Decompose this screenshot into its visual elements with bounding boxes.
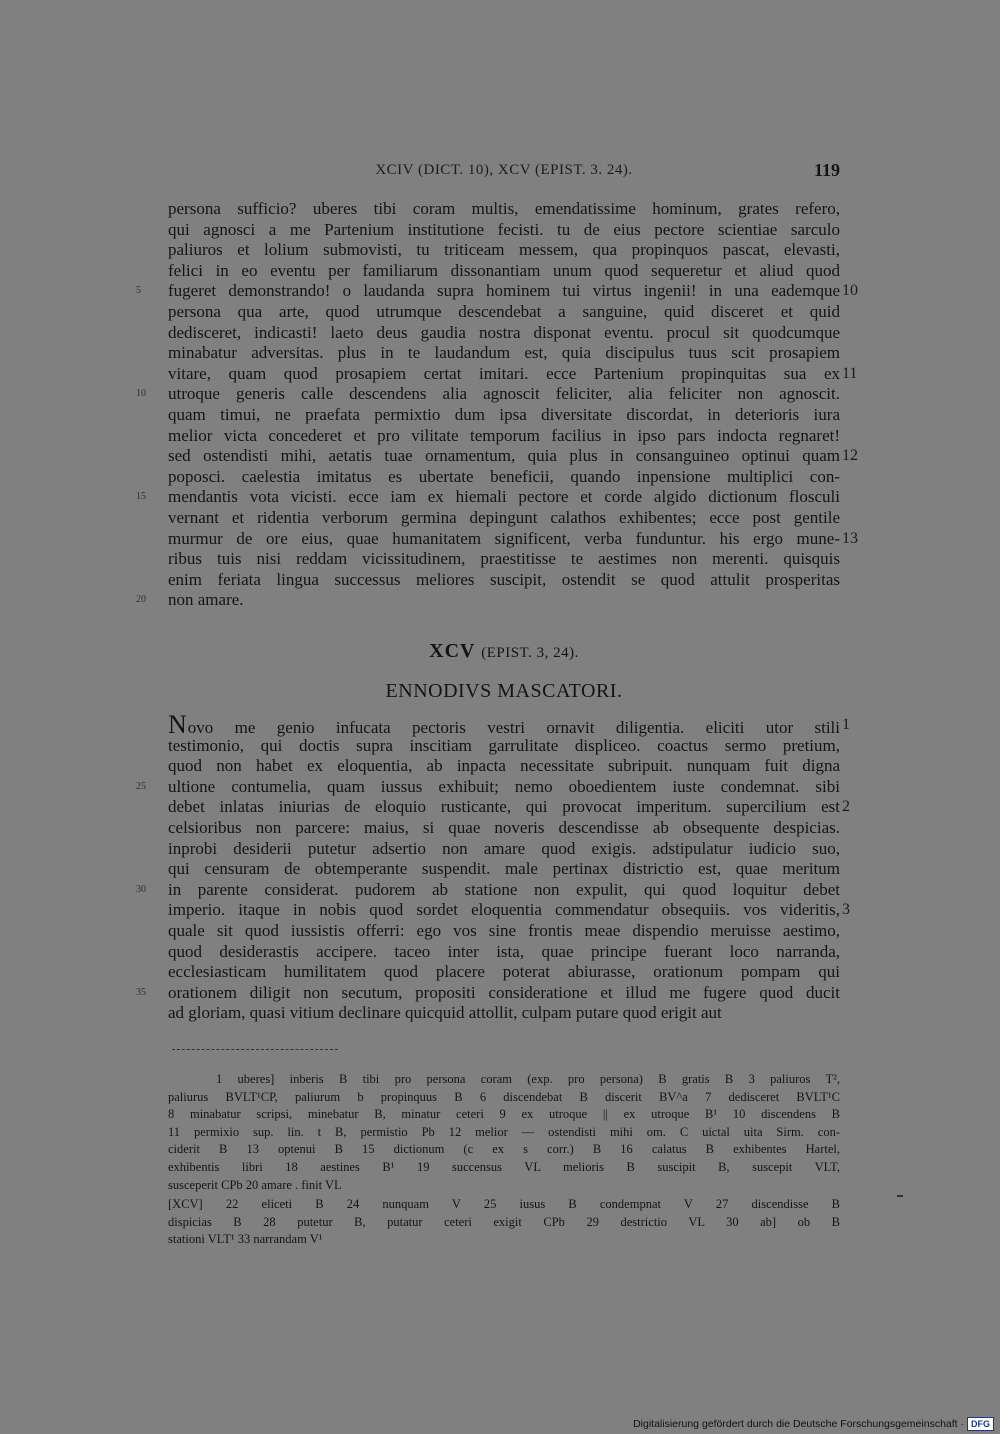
line-text: enim feriata lingua successus meliores suscipit, ostendit se quod attulit prosperitas (168, 569, 840, 589)
letter-title: ENNODIVS MASCATORI. (385, 680, 623, 702)
line-text: quale sit quod iussistis offerri: ego vos sine frontis meae dispendio meruisse aestimo, (168, 920, 840, 940)
section-number: 3 (842, 901, 850, 919)
apparatus-line: susceperit CPb 20 amare . finit VL (168, 1177, 342, 1192)
text-line (168, 859, 840, 880)
line-text: qui agnosci a me Partenium institutione fecisti. tu de eius pectore scientiae sarculo (168, 219, 840, 239)
text-line (168, 962, 840, 983)
text-line (168, 467, 840, 488)
text-line (168, 405, 840, 426)
text-line (168, 446, 858, 467)
text-line (168, 710, 850, 739)
line-text: imperio. itaque in nobis quod sordet eloquentia commendatur obsequiis. vos videritis, (168, 900, 840, 920)
section-number: 1 (842, 716, 850, 733)
line-text: poposci. caelestia imitatus es ubertate beneficii, quando inpensione multiplici con- (168, 466, 840, 486)
line-text: mendantis vota vicisti. ecce iam ex hiemali pectore et corde algido dictionum flosculi (168, 487, 840, 507)
text-line (136, 590, 840, 611)
text-line (136, 982, 840, 1004)
line-text: celsioribus non parcere: maius, si quae noveris descendisse ab obsequente despicias. (168, 817, 840, 837)
text-line (168, 1003, 840, 1024)
line-text: sed ostendisti mihi, aetatis tuae ornamentum, quia plus in consanguineo optinui quam (168, 446, 840, 466)
text-line (168, 508, 840, 529)
page-number: 119 (813, 160, 840, 180)
line-text: quod desiderastis accipere. taceo inter ista, quae principe fuerant loco narranda, (168, 941, 840, 961)
text-line (168, 756, 840, 777)
text-line (136, 384, 840, 405)
text-line (168, 261, 840, 282)
text-line (168, 839, 840, 860)
line-number: 25 (136, 780, 146, 792)
line-number: 30 (136, 883, 146, 895)
text-line (168, 528, 858, 550)
line-text: melior victa concederet et pro vilitate temporum facilius in ipso pars indocta regnaret! (168, 425, 840, 445)
text-line (168, 549, 840, 570)
line-text: utroque generis calle descendens alia agnoscit feliciter, alia feliciter non agnoscit. (168, 384, 840, 404)
line-text: quod non habet ex eloquentia, ab inpacta necessitate subripuit. nunquam fuit digna (168, 756, 840, 776)
section-number: 11 (842, 364, 858, 382)
text-line (168, 343, 840, 364)
line-text: vitare, quam quod prosapiem certat imitari. ecce Partenium propinquitas sua ex (168, 363, 840, 383)
line-text: paliuros et lolium submovisti, tu triticeam messem, qua propinquos pascat, elevasti, (168, 240, 840, 260)
running-title: XCIV (DICT. 10), XCV (EPIST. 3. 24). (375, 162, 633, 178)
text-line (136, 776, 840, 798)
line-text: orationem diligit non secutum, propositi consideratione et illud me fugere quod ducit (168, 982, 840, 1002)
text-line (168, 942, 840, 963)
line-text: ecclesiasticam humilitatem quod placere poterat abiurasse, orationum pompam qui (168, 962, 840, 982)
letter-text-block (136, 710, 850, 1024)
text-line (168, 818, 840, 839)
line-text: vernant et ridentia verborum germina depingunt calathos exhibentes; ecce post gentile (168, 507, 840, 527)
main-text-block (136, 199, 858, 611)
text-line (168, 302, 840, 323)
line-text: debet inlatas iniurias de eloquio rusticante, qui provocat imperitum. supercilium est (168, 797, 840, 817)
apparatus-line: paliurus BVLT¹CP, paliurum b propinquus B 6 discendebat B discerit BV^a 7 dedisceret BVLT¹C (168, 1089, 840, 1104)
text-line (136, 879, 840, 901)
text-line (136, 487, 840, 508)
line-number: 35 (136, 986, 146, 998)
apparatus-criticus-xciv (168, 1071, 840, 1194)
line-text: ultione contumelia, quam iussus exhibuit; nemo oboedientem iuste condemnat. sibi (168, 776, 840, 796)
scan-mark (897, 1195, 903, 1197)
text-line (168, 323, 840, 344)
text-line (168, 220, 840, 241)
apparatus-line: stationi VLT¹ 33 narrandam V¹ (168, 1232, 323, 1247)
section-number: 10 (842, 282, 858, 300)
line-text: fugeret demonstrando! o laudanda supra hominem tui virtus ingenii! in una eademque (168, 281, 840, 301)
apparatus-line: 8 minabatur scripsi, minebatur B, minatur ceteri 9 ex utroque || ex utroque B¹ 10 discendens B (168, 1107, 840, 1122)
line-number: 10 (136, 388, 146, 400)
footer-text: Digitalisierung gefördert durch die Deutsche Forschungsgemeinschaft · (633, 1418, 964, 1430)
text-line (168, 921, 840, 942)
running-head (168, 162, 840, 186)
letter-source: (EPIST. 3, 24). (481, 645, 579, 661)
text-line (168, 797, 850, 818)
section-number: 13 (842, 529, 858, 547)
line-number: 15 (136, 491, 146, 503)
line-text: testimonio, qui doctis supra inscitiam garrulitate displiceo. coactus sermo pretium, (168, 735, 840, 755)
line-text: ribus tuis nisi reddam vicissitudinem, praestitisse te aestimes non merenti. quisquis (168, 549, 840, 569)
text-line (136, 281, 858, 302)
text-line (168, 736, 840, 757)
text-line (168, 426, 840, 447)
line-text: murmur de ore eius, quae humanitatem significent, verba funduntur. his ergo mune- (168, 528, 840, 548)
letter-number-heading (168, 640, 840, 663)
text-line (168, 240, 840, 261)
apparatus-line: dispicias B 28 putetur B, putatur ceteri exigit CPb 29 destrictio VL 30 ab] ob B (168, 1214, 840, 1229)
line-number: 20 (136, 594, 146, 606)
text-line (168, 900, 850, 921)
line-number: 5 (136, 285, 141, 297)
text-line (168, 570, 840, 591)
apparatus-line: ciderit B 13 optenui B 15 dictionum (c ex s corr.) B 16 calatus B exhibentes Hartel, (168, 1142, 840, 1157)
line-text: dedisceret, indicasti! laeto deus gaudia nostra disponat eventu. procul sit quodcumque (168, 322, 840, 342)
apparatus-criticus-xcv (168, 1196, 840, 1249)
line-text: ad gloriam, quasi vitium declinare quicquid attollit, culpam putare quod erigit aut (168, 1003, 722, 1023)
drop-cap: N (168, 710, 188, 739)
line-text: ovo me genio infucata pectoris vestri ornavit diligentia. eliciti utor stili (187, 718, 840, 737)
line-text: non amare. (168, 590, 244, 610)
line-text: quam timui, ne praefata permixtio dum ipsa diversitate discordat, in deterioris iura (168, 404, 840, 424)
text-line (168, 199, 840, 220)
apparatus-line: exhibentis libri 18 aestines B¹ 19 succensus VL melioris B suscipit B, suscepit VLT, (168, 1159, 840, 1174)
apparatus-line: 1 uberes] inberis B tibi pro persona coram (exp. pro persona) B gratis B 3 paliuros T², (216, 1072, 840, 1086)
apparatus-line: 11 permixio sup. lin. t B, permistio Pb 12 melior — ostendisti mihi om. C uictal uita Sirm. con- (168, 1124, 840, 1139)
line-text: persona qua arte, quod utrumque descendebat a sanguine, quid disceret et quid (168, 301, 840, 321)
line-text: qui censuram de obtemperante suspendit. male pertinax districtio est, quae meritum (168, 859, 840, 879)
line-text: in parente considerat. pudorem ab statione non expulit, qui quod loquitur debet (168, 879, 840, 899)
section-number: 12 (842, 447, 858, 465)
line-text: felici in eo eventu per familiarum dissonantiam unum quod sequeretur et aliud quod (168, 260, 840, 280)
line-text: minabatur adversitas. plus in te laudandum est, quia discipulus tuus scit prosapiem (168, 343, 840, 363)
letter-number: XCV (429, 640, 476, 662)
text-line (168, 363, 858, 385)
digitization-footer (633, 1416, 994, 1432)
line-text: persona sufficio? uberes tibi coram multis, emendatissime hominum, grates refero, (168, 199, 840, 218)
line-text: inprobi desiderii putetur adsertio non amare quod exigis. adstipulatur iudicio suo, (168, 838, 840, 858)
dfg-logo: DFG (967, 1417, 994, 1431)
section-number: 2 (842, 798, 850, 816)
apparatus-line: [XCV] 22 eliceti B 24 nunquam V 25 iusus B condempnat V 27 discendisse B (168, 1197, 840, 1211)
footnote-separator (172, 1049, 338, 1050)
